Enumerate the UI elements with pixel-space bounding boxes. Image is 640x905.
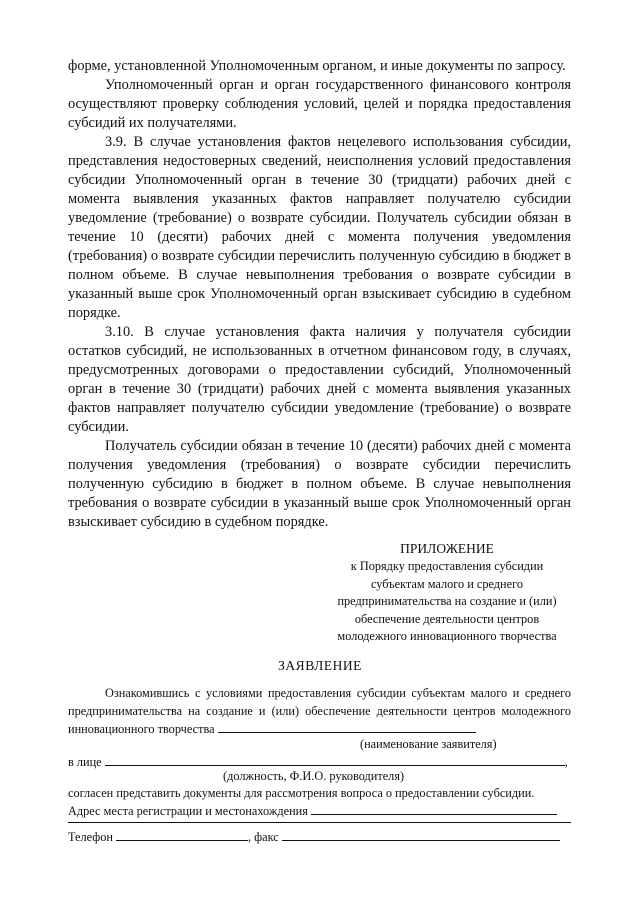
address-extra-line[interactable]	[68, 822, 571, 823]
paragraph-continuation: форме, установленной Уполномоченным органом, и иные документы по запросу.	[68, 58, 566, 74]
fax-field[interactable]	[282, 828, 560, 841]
regulation-text	[68, 57, 571, 532]
person-caption: (должность, Ф.И.О. руководителя)	[223, 769, 405, 783]
address-field[interactable]	[311, 802, 557, 815]
paragraph-refund: Получатель субсидии обязан в течение 10 (десяти) рабочих дней с момента получения уведомления (требования) о возврате субсидии перечислить полученную субсидию в бюджет в полном объеме. В случае невыполнения требования о возврате субсидии в указанный выше срок Уполномоченный орган взыскивает субсидию в судебном порядке.	[68, 438, 571, 530]
paragraph-3-9: 3.9. В случае установления фактов нецелевого использования субсидии, представления недостоверных сведений, неисполнения условий предоставления субсидии Уполномоченный орган в течение 30 (тридцати) рабочих дней с момента выявления указанных фактов направляет получателю субсидии уведомление (требование) о возврате субсидии. Получатель субсидии обязан в течение 10 (десяти) рабочих дней с момента получения уведомления (требования) о возврате субсидии перечислить полученную субсидию в бюджет в полном объеме. В случае невыполнения требования о возврате субсидии в указанный выше срок Уполномоченный орган взыскивает субсидию в судебном порядке.	[68, 134, 571, 321]
consent-row: согласен представить документы для рассмотрения вопроса о предоставлении субсидии.	[68, 786, 535, 800]
appendix-block	[326, 540, 568, 646]
person-label: в лице	[68, 755, 102, 769]
paragraph-control: Уполномоченный орган и орган государственного финансового контроля осуществляют проверку соблюдения условий, целей и порядка предоставления субсидий их получателями.	[68, 77, 571, 131]
appendix-line: молодежного инновационного творчества	[337, 629, 557, 643]
applicant-name-field[interactable]	[218, 720, 476, 733]
address-row	[68, 802, 571, 820]
address-label: Адрес места регистрации и местонахождения	[68, 804, 308, 818]
form-title: ЗАЯВЛЕНИЕ	[278, 658, 362, 673]
form-intro	[68, 684, 571, 738]
fax-label: , факс	[248, 830, 279, 844]
contact-row	[68, 828, 571, 846]
appendix-heading: ПРИЛОЖЕНИЕ	[400, 541, 494, 556]
paragraph-3-10: 3.10. В случае установления факта наличия у получателя субсидии остатков субсидий, не использованных в отчетном финансовом году, в случаях, предусмотренных договорами о предоставлении субсидий, Уполномоченный орган в течение 30 (тридцати) рабочих дней с момента выявления указанных фактов направляет получателю субсидии уведомление (требование) о возврате субсидии.	[68, 324, 571, 435]
appendix-line: к Порядку предоставления субсидии	[350, 559, 544, 573]
phone-field[interactable]	[116, 828, 248, 841]
person-field[interactable]	[105, 753, 565, 766]
person-end: ,	[564, 755, 568, 769]
applicant-caption: (наименование заявителя)	[360, 737, 497, 751]
appendix-line: субъектам малого и среднего	[371, 576, 523, 591]
phone-label: Телефон	[68, 830, 113, 844]
form-intro-text: Ознакомившись с условиями предоставления субсидии субъектам малого и среднего предпринимательства на создание и (или) обеспечение деятельности центров молодежного инновационного творчества	[68, 686, 571, 736]
appendix-line: обеспечение деятельности центров	[354, 611, 540, 626]
appendix-line: предпринимательства на создание и (или)	[337, 594, 557, 608]
